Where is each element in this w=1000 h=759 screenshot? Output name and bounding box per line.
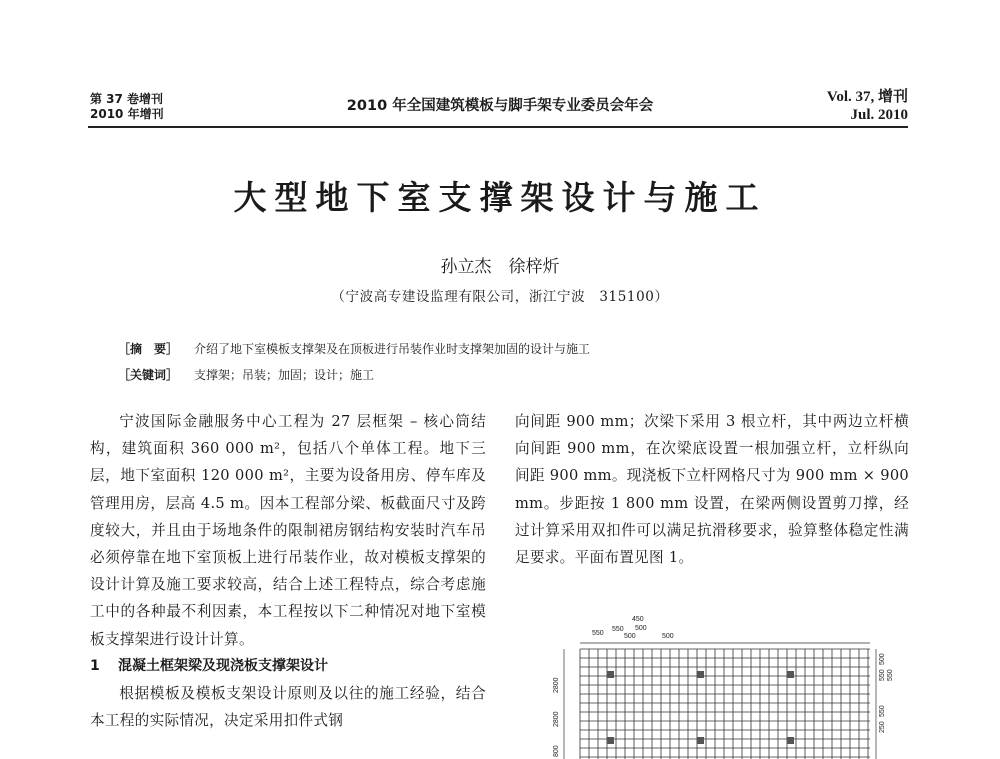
- year-issue-cn: 2010 年增刊: [90, 107, 164, 121]
- intro-paragraph: 宁波国际金融服务中心工程为 27 层框架 – 核心筒结构，建筑面积 360 000 m²，包括八个单体工程。地下三层，地下室面积 120 000 m²，主要为设备用房、停车库及管理用房，层高 4.5 m。因本工程部分梁、板截面尺寸及跨度较大，并且由于场地条件的限制裙房钢结构安装时汽车吊必须停靠在地下室顶板上进行吊装作业，故对模板支撑架的设计计算及施工要求较高，结合上述工程特点，综合考虑施工中的各种最不利因素，本工程按以下二种情况对地下室模板支撑架进行设计计算。: [90, 413, 486, 648]
- section-heading: [90, 653, 486, 680]
- paper-title: 大型地下室支撑架设计与施工: [233, 178, 767, 217]
- continued-paragraph: 向间距 900 mm；次梁下采用 3 根立杆，其中两边立杆横向间距 900 mm，在次梁底设置一根加强立杆，立杆纵向间距 900 mm。现浇板下立杆网格尺寸为 900 mm × 900 mm。步距按 1 800 mm 设置，在梁两侧设置剪刀撑，经过计算采用双扣件可以满足抗滑移要求，验算整体稳定性满足要求。平面布置见图 1。: [515, 413, 909, 567]
- column-markers: [607, 671, 794, 744]
- abstract-text: 介绍了地下室模板支撑架及在顶板进行吊装作业时支撑架加固的设计与施工: [194, 342, 591, 356]
- keywords: [118, 366, 374, 383]
- right-column: [515, 408, 909, 571]
- scaffold-grid: [580, 649, 870, 759]
- running-header-title: 2010 年全国建筑模板与脚手架专业委员会年会: [346, 98, 654, 114]
- issue-date: Jul. 2010: [850, 107, 908, 123]
- dim-label: 550: [887, 669, 894, 681]
- volume-issue-en: Vol. 37, 增刊: [826, 89, 908, 105]
- dim-label: 500: [879, 653, 886, 665]
- running-header-left: [90, 92, 164, 122]
- dimension-labels-right: [879, 653, 894, 733]
- dimension-labels-top: [592, 616, 674, 640]
- dim-label: 500: [662, 633, 674, 640]
- affiliation: （宁波高专建设监理有限公司，浙江宁波 315100）: [331, 289, 669, 305]
- dim-label: 500: [624, 633, 636, 640]
- dim-label: 800: [553, 745, 560, 757]
- keywords-label: ［关键词］: [118, 368, 179, 382]
- section-number: 1: [90, 657, 100, 674]
- volume-issue-cn: 第 37 卷增刊: [90, 92, 164, 106]
- dim-label: 500: [635, 625, 647, 632]
- header-divider: [88, 126, 908, 128]
- figure-plan-layout: [540, 605, 900, 759]
- dim-label: 550: [592, 630, 604, 637]
- abstract: [118, 340, 590, 357]
- dim-label: 250: [879, 721, 886, 733]
- keywords-text: 支撑架；吊装；加固；设计；施工: [194, 368, 375, 382]
- dim-label: 2800: [553, 711, 560, 727]
- section-paragraph: 根据模板及模板支架设计原则及以往的施工经验，结合本工程的实际情况，决定采用扣件式钢: [90, 684, 486, 730]
- abstract-label: ［摘 要］: [118, 342, 179, 356]
- dim-label: 450: [632, 616, 644, 623]
- dim-label: 550: [879, 669, 886, 681]
- dimension-labels-left: [553, 677, 560, 757]
- authors: 孙立杰 徐梓炘: [440, 257, 560, 277]
- left-column: [90, 408, 486, 734]
- dim-label: 550: [879, 705, 886, 717]
- dim-label: 2800: [553, 677, 560, 693]
- section-title: 混凝土框架梁及现浇板支撑架设计: [118, 657, 328, 674]
- running-header-right: [827, 88, 908, 124]
- dim-label: 550: [612, 626, 624, 633]
